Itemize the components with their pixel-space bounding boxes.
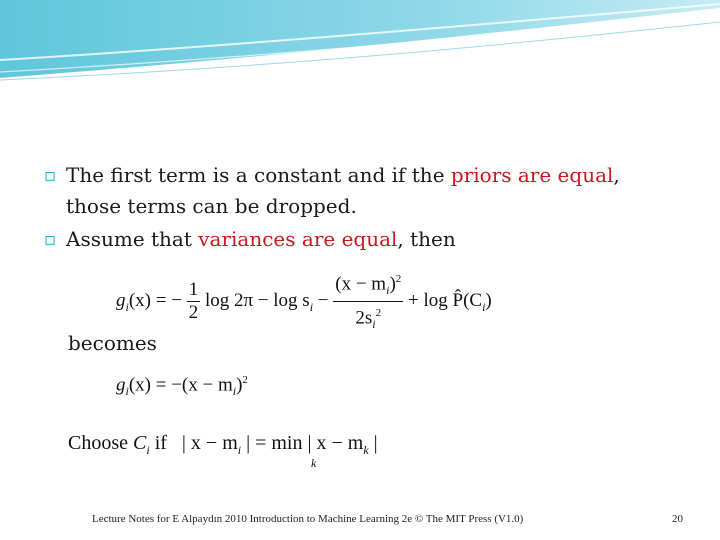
eq-denominator: 2 bbox=[188, 302, 199, 324]
eq-numerator: 1 bbox=[188, 279, 199, 301]
eq-term: ) bbox=[485, 289, 492, 311]
eq-term: log 2π − log s bbox=[204, 289, 310, 311]
variances-highlight: variances are equal bbox=[198, 227, 398, 251]
eq-subscript: i bbox=[232, 384, 237, 399]
bullet-text: , then bbox=[397, 227, 456, 251]
bullet-text: , bbox=[613, 163, 620, 187]
eq-term: (x) = −(x − m bbox=[128, 374, 233, 396]
eq-subscript: i bbox=[386, 283, 390, 298]
eq-term: + log P̂(C bbox=[408, 289, 483, 311]
eq-term: | = min | x − m bbox=[241, 432, 364, 454]
becomes-label: becomes bbox=[68, 331, 157, 355]
bullet-icon: ▫ bbox=[44, 165, 57, 186]
bullet-item bbox=[44, 160, 684, 222]
equation-simplified bbox=[116, 374, 248, 399]
eq-numerator bbox=[333, 268, 403, 302]
eq-subscript: i bbox=[125, 299, 129, 314]
eq-superscript: 2 bbox=[242, 374, 248, 386]
eq-symbol: g bbox=[116, 289, 126, 311]
eq-denominator bbox=[333, 302, 403, 335]
header-decoration bbox=[0, 0, 720, 100]
eq-subscript: i bbox=[125, 384, 129, 399]
min-subscript: k bbox=[311, 456, 317, 470]
eq-superscript: 2 bbox=[395, 273, 402, 285]
eq-term: (x) = − bbox=[128, 289, 182, 311]
eq-term: − bbox=[317, 289, 329, 311]
eq-subscript: i bbox=[309, 299, 314, 314]
eq-term: ) bbox=[389, 273, 396, 295]
equation-discriminant bbox=[116, 268, 492, 335]
eq-subscript: k bbox=[363, 443, 369, 457]
page-number: 20 bbox=[672, 513, 683, 525]
eq-symbol: g bbox=[116, 374, 126, 396]
bullet-text: those terms can be dropped. bbox=[66, 194, 357, 218]
bullet-text: Assume that bbox=[66, 227, 199, 251]
bullet-item bbox=[44, 224, 684, 255]
bullet-list bbox=[44, 160, 684, 255]
priors-highlight: priors are equal bbox=[450, 163, 614, 187]
eq-fraction bbox=[333, 268, 403, 335]
eq-subscript: i bbox=[372, 317, 376, 332]
footer-credit: Lecture Notes for E Alpaydın 2010 Introduction to Machine Learning 2e © The MIT Press (V1.0) bbox=[92, 513, 524, 525]
eq-subscript: i bbox=[146, 443, 150, 457]
eq-term: 2s bbox=[355, 307, 373, 329]
eq-term: (x − m bbox=[335, 273, 387, 295]
eq-subscript: i bbox=[482, 299, 486, 314]
choose-if: if bbox=[149, 432, 167, 454]
eq-term: | x − m bbox=[181, 432, 238, 454]
eq-subscript: i bbox=[237, 443, 242, 457]
eq-superscript: 2 bbox=[375, 307, 382, 320]
eq-symbol: C bbox=[133, 432, 147, 454]
eq-fraction bbox=[187, 279, 201, 324]
choose-label: Choose bbox=[68, 432, 133, 454]
bullet-text: The first term is a constant and if the bbox=[66, 163, 451, 187]
bullet-icon: ▫ bbox=[44, 229, 57, 250]
eq-term: ) bbox=[236, 374, 243, 396]
choose-rule bbox=[68, 432, 378, 458]
eq-term: | bbox=[368, 432, 378, 454]
